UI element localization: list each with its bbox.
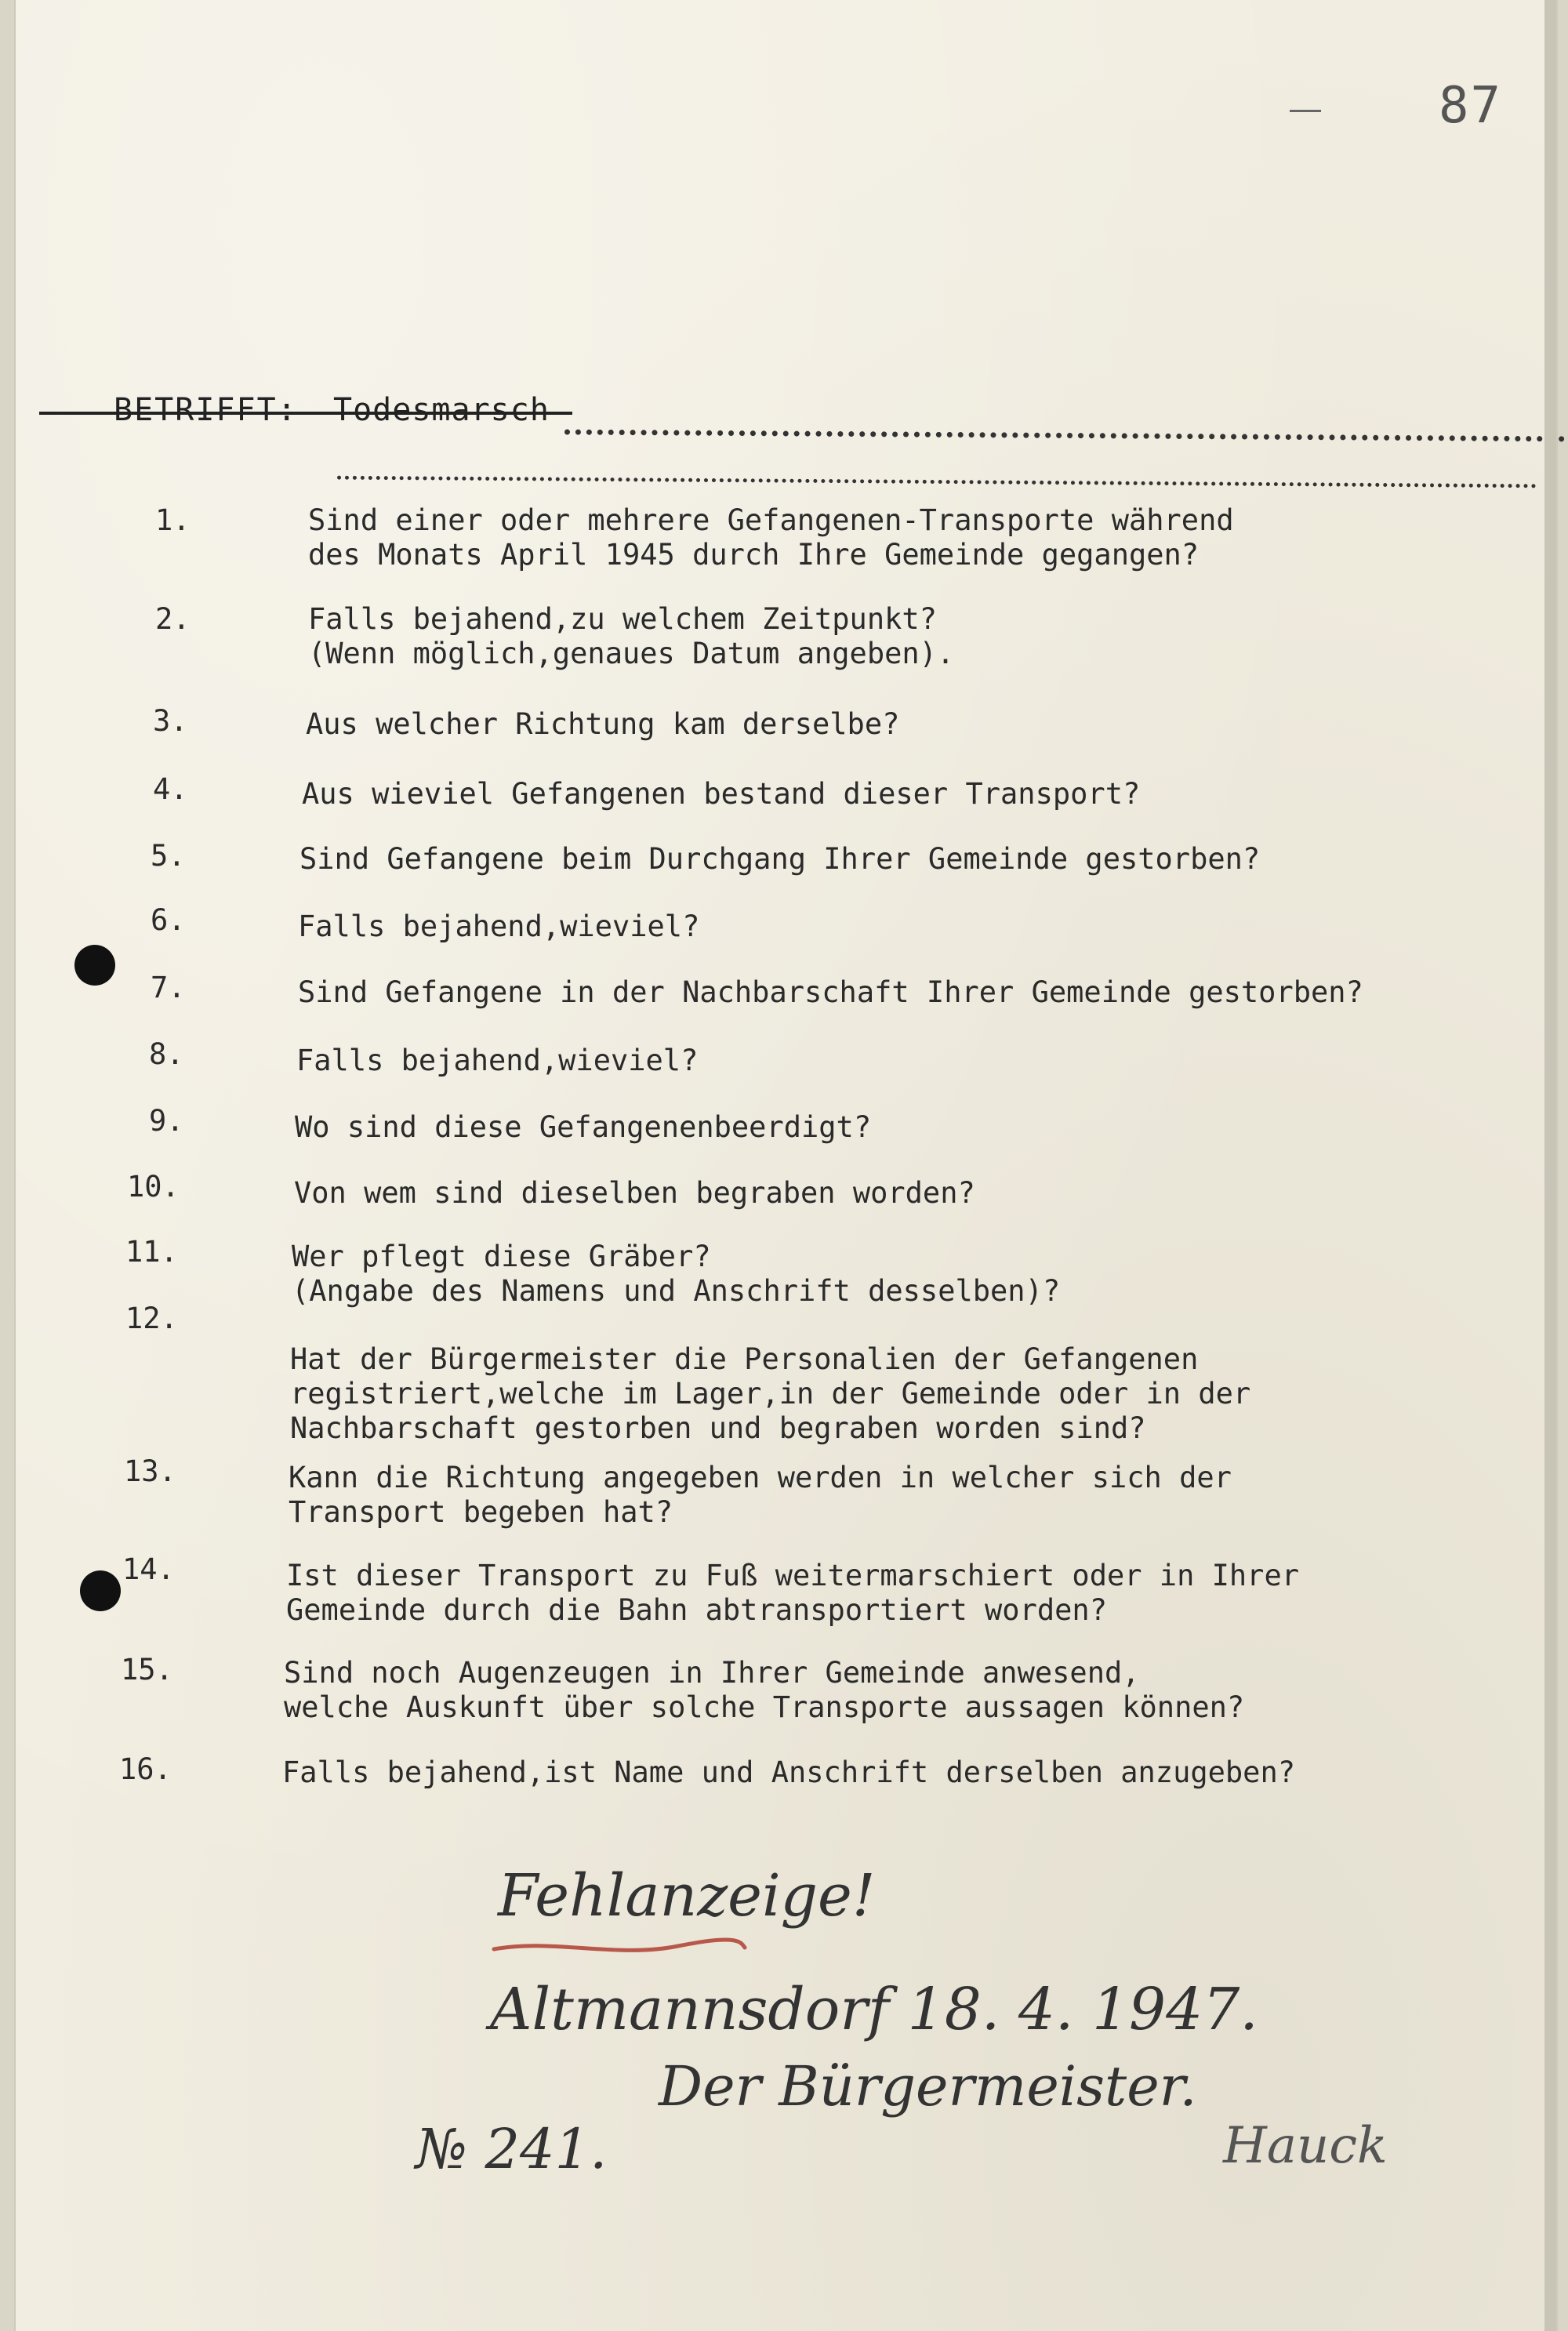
question-text: Sind Gefangene beim Durchgang Ihrer Gemeinde gestorben? [299, 842, 1261, 876]
question-text: Transport begeben hat? [289, 1495, 673, 1529]
question-text: Falls bejahend,zu welchem Zeitpunkt? [308, 602, 937, 636]
question-number: 5. [151, 839, 186, 873]
question-text: Aus wieviel Gefangenen bestand dieser Transport? [302, 777, 1141, 811]
question-number: 7. [151, 971, 186, 1004]
question-text: Aus welcher Richtung kam derselbe? [306, 707, 900, 741]
question-number: 11. [125, 1235, 178, 1269]
handwritten-reference: № 241. [416, 2117, 608, 2181]
question-number: 16. [119, 1752, 172, 1786]
question-item [16, 1752, 1296, 1890]
punch-hole [80, 1570, 121, 1611]
question-text: Falls bejahend,ist Name und Anschrift derselben anzugeben? [282, 1756, 1296, 1789]
question-text: Falls bejahend,wieviel? [296, 1044, 699, 1077]
question-number: 8. [149, 1037, 184, 1071]
question-number: 10. [127, 1170, 180, 1204]
handwritten-answer: Fehlanzeige! [498, 1862, 876, 1930]
question-text: Hat der Bürgermeister die Personalien der Gefangenen [290, 1342, 1199, 1376]
page-number: 87 [1439, 77, 1503, 135]
question-text: Ist dieser Transport zu Fuß weitermarschiert oder in Ihrer [286, 1559, 1300, 1592]
question-text: (Wenn möglich,genaues Datum angeben). [308, 637, 955, 670]
punch-hole [74, 945, 115, 986]
question-text: Nachbarschaft gestorben und begraben worden sind? [290, 1411, 1146, 1445]
question-number: 13. [124, 1454, 176, 1488]
question-number: 12. [125, 1302, 178, 1335]
question-text: (Angabe des Namens und Anschrift desselben)? [292, 1274, 1061, 1308]
margin-dash [1290, 110, 1321, 112]
question-text: welche Auskunft über solche Transporte aussagen können? [284, 1690, 1245, 1724]
question-number: 2. [155, 602, 191, 636]
subject-label: BETRIFFT: [114, 392, 298, 428]
subject-strike-line [39, 412, 572, 415]
question-number: 3. [153, 704, 188, 738]
question-text: Gemeinde durch die Bahn abtransportiert worden? [286, 1593, 1107, 1627]
question-number: 15. [121, 1653, 173, 1687]
question-text: Sind noch Augenzeugen in Ihrer Gemeinde anwesend, [284, 1656, 1140, 1690]
question-number: 6. [151, 903, 186, 937]
question-number: 1. [155, 503, 191, 537]
dotted-fill-line [337, 476, 1537, 488]
document-page [16, 0, 1556, 2331]
question-number: 4. [153, 772, 188, 806]
question-number: 9. [149, 1104, 184, 1138]
handwritten-signature: Hauck [1223, 2117, 1388, 2175]
subject-text: Todesmarsch [333, 392, 550, 428]
question-text: Falls bejahend,wieviel? [298, 910, 700, 943]
question-text: Sind Gefangene in der Nachbarschaft Ihrer Gemeinde gestorben? [298, 975, 1363, 1009]
page-edge [1544, 0, 1556, 2331]
red-underline-mark [490, 1935, 749, 1959]
question-text: Wer pflegt diese Gräber? [292, 1240, 711, 1273]
question-text: Wo sind diese Gefangenenbeerdigt? [295, 1110, 872, 1144]
question-text: registriert,welche im Lager,in der Gemeinde oder in der [290, 1377, 1251, 1411]
question-text: Von wem sind dieselben begraben worden? [294, 1176, 975, 1210]
question-text: des Monats April 1945 durch Ihre Gemeinde gegangen? [308, 538, 1200, 572]
question-number: 14. [122, 1552, 175, 1586]
question-text: Kann die Richtung angegeben werden in welcher sich der [289, 1461, 1232, 1494]
question-text: Sind einer oder mehrere Gefangenen-Transporte während [308, 503, 1234, 537]
handwritten-place-date: Altmannsdorf 18. 4. 1947. [490, 1976, 1258, 2043]
handwritten-title: Der Bürgermeister. [659, 2054, 1197, 2119]
